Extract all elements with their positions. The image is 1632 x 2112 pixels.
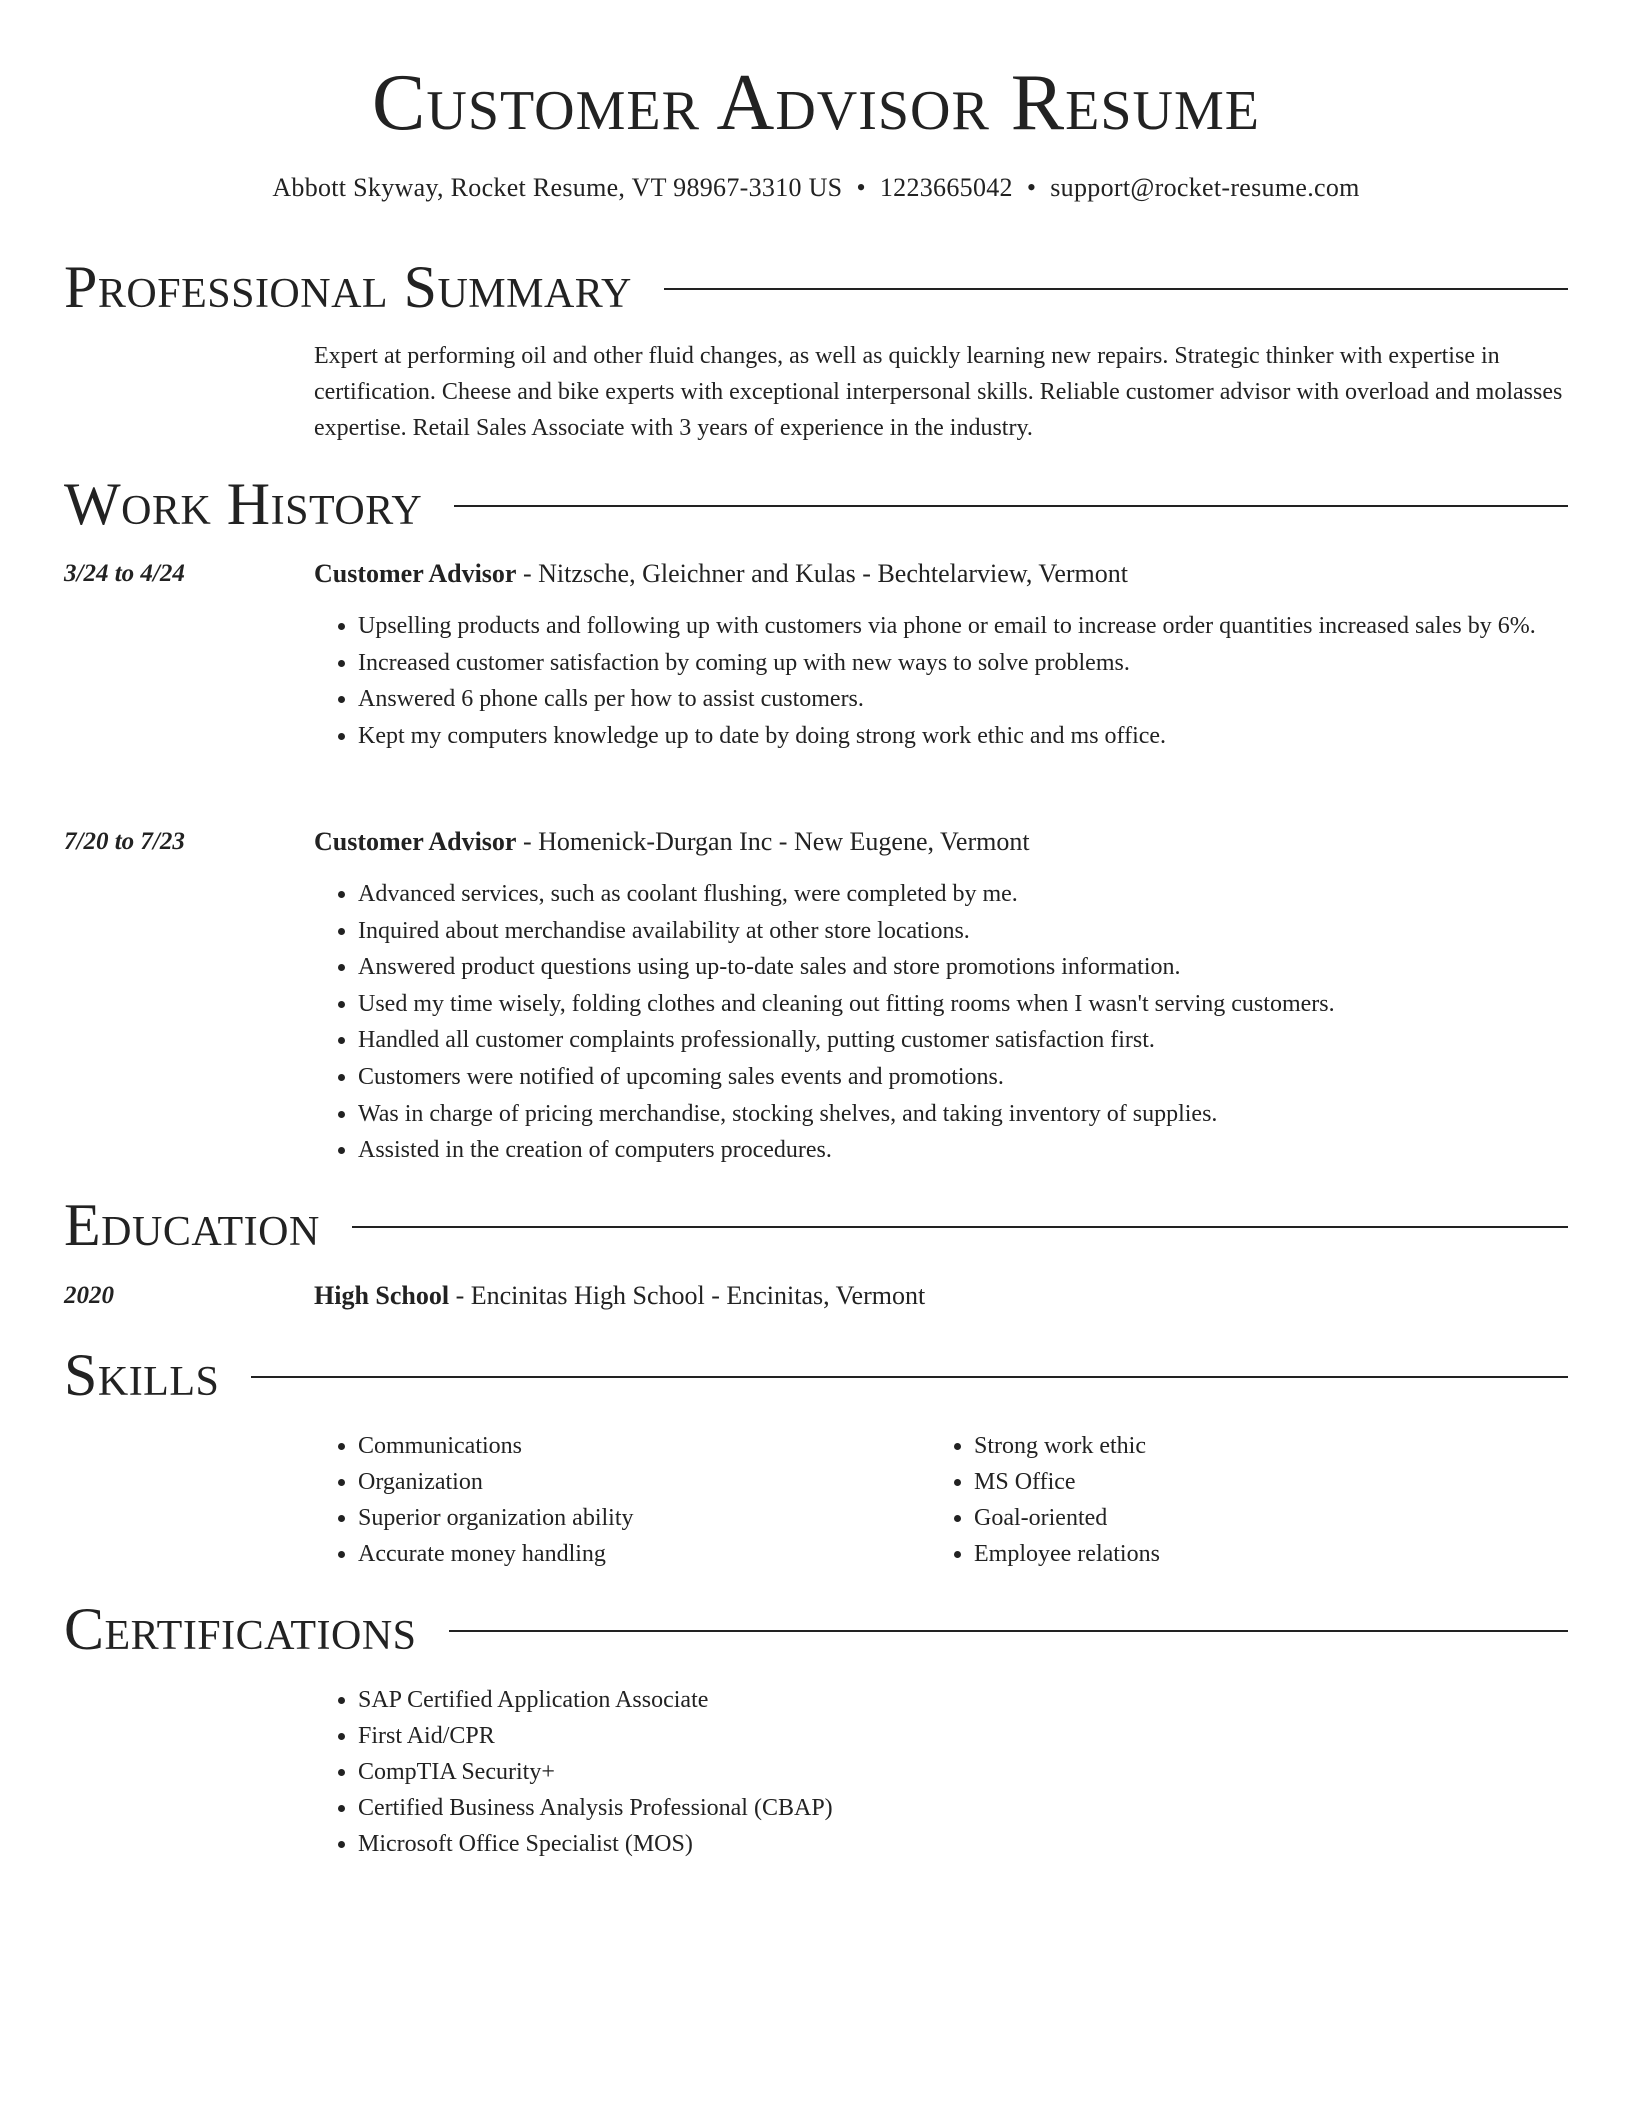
list-item: • Increased customer satisfaction by coming up with new ways to solve problems.	[358, 645, 1618, 681]
job-role: Customer Advisor	[314, 827, 517, 856]
list-item: • Customers were notified of upcoming sales events and promotions.	[358, 1059, 1618, 1095]
job-header	[314, 824, 1030, 860]
section-divider	[352, 1226, 1568, 1228]
list-item: • Assisted in the creation of computers procedures.	[358, 1132, 1618, 1168]
certification-item: • SAP Certified Application Associate	[358, 1682, 1618, 1718]
certification-item: • Certified Business Analysis Professional (CBAP)	[358, 1790, 1618, 1826]
skill-item: • Goal-oriented	[974, 1500, 1632, 1536]
list-item: • Kept my computers knowledge up to date by doing strong work ethic and ms office.	[358, 718, 1618, 754]
list-item: • Upselling products and following up with customers via phone or email to increase order quantities increased sales by 6%.	[358, 608, 1618, 644]
resume-title: Customer Advisor Resume	[372, 59, 1260, 147]
certifications-list	[314, 1682, 1618, 1862]
education-entry	[314, 1278, 925, 1314]
skill-item: • MS Office	[974, 1464, 1632, 1500]
education-heading: Education	[64, 1192, 320, 1258]
work-history-heading: Work History	[64, 471, 423, 537]
certification-item: • Microsoft Office Specialist (MOS)	[358, 1826, 1618, 1862]
skills-section-header	[64, 1343, 1568, 1407]
contact-phone[interactable]: 1223665042	[879, 173, 1013, 202]
summary-section-header	[64, 255, 1568, 319]
summary-text: Expert at performing oil and other fluid changes, as well as quickly learning new repairs. Strategic thinker with expertise in certification. Cheese and bike experts with exceptional interpersonal skills. Reliable customer advisor with overload and molasses expertise. Retail Sales Associate with 3 years of experience in the industry.	[314, 343, 1563, 441]
skill-item: • Employee relations	[974, 1536, 1632, 1572]
list-item: • Inquired about merchandise availability at other store locations.	[358, 913, 1618, 949]
education-school-location: - Encinitas High School - Encinitas, Vermont	[449, 1281, 926, 1310]
contact-separator: •	[1026, 173, 1037, 202]
job-dates: 7/20 to 7/23	[64, 828, 185, 855]
list-item: • Was in charge of pricing merchandise, stocking shelves, and taking inventory of supplies.	[358, 1096, 1618, 1132]
job-employer-location: - Nitzsche, Gleichner and Kulas - Bechtelarview, Vermont	[516, 559, 1128, 588]
section-divider	[454, 505, 1568, 507]
summary-heading: Professional Summary	[64, 254, 632, 320]
section-divider	[449, 1630, 1568, 1632]
job-bullets	[314, 608, 1618, 754]
list-item: • Handled all customer complaints professionally, putting customer satisfaction first.	[358, 1022, 1618, 1058]
contact-separator: •	[856, 173, 866, 202]
contact-address: Abbott Skyway, Rocket Resume, VT 98967-3310 US	[272, 173, 843, 202]
certifications-heading: Certifications	[64, 1596, 417, 1662]
skill-item: • Strong work ethic	[974, 1428, 1632, 1464]
contact-line	[0, 170, 1632, 206]
job-dates: 3/24 to 4/24	[64, 560, 185, 587]
skill-item: • Accurate money handling	[358, 1536, 1618, 1572]
job-bullets	[314, 876, 1618, 1169]
skills-list-right	[930, 1428, 1632, 1572]
skill-item: • Communications	[358, 1428, 1618, 1464]
skill-item: • Organization	[358, 1464, 1618, 1500]
certification-item: • First Aid/CPR	[358, 1718, 1618, 1754]
section-divider	[664, 288, 1568, 290]
education-year: 2020	[64, 1282, 114, 1309]
job-role: Customer Advisor	[314, 559, 517, 588]
list-item: • Advanced services, such as coolant flushing, were completed by me.	[358, 876, 1618, 912]
skill-item: • Superior organization ability	[358, 1500, 1618, 1536]
work-history-section-header	[64, 472, 1568, 536]
section-divider	[251, 1376, 1568, 1378]
list-item: • Used my time wisely, folding clothes and cleaning out fitting rooms when I wasn't serving customers.	[358, 986, 1618, 1022]
skills-heading: Skills	[64, 1342, 220, 1408]
list-item: • Answered product questions using up-to-date sales and store promotions information.	[358, 949, 1618, 985]
job-employer-location: - Homenick-Durgan Inc - New Eugene, Vermont	[516, 827, 1030, 856]
contact-email[interactable]: support@rocket-resume.com	[1050, 173, 1360, 202]
job-header	[314, 556, 1128, 592]
education-degree: High School	[314, 1281, 450, 1310]
list-item: • Answered 6 phone calls per how to assist customers.	[358, 681, 1618, 717]
education-section-header	[64, 1193, 1568, 1257]
certifications-section-header	[64, 1597, 1568, 1661]
certification-item: • CompTIA Security+	[358, 1754, 1618, 1790]
